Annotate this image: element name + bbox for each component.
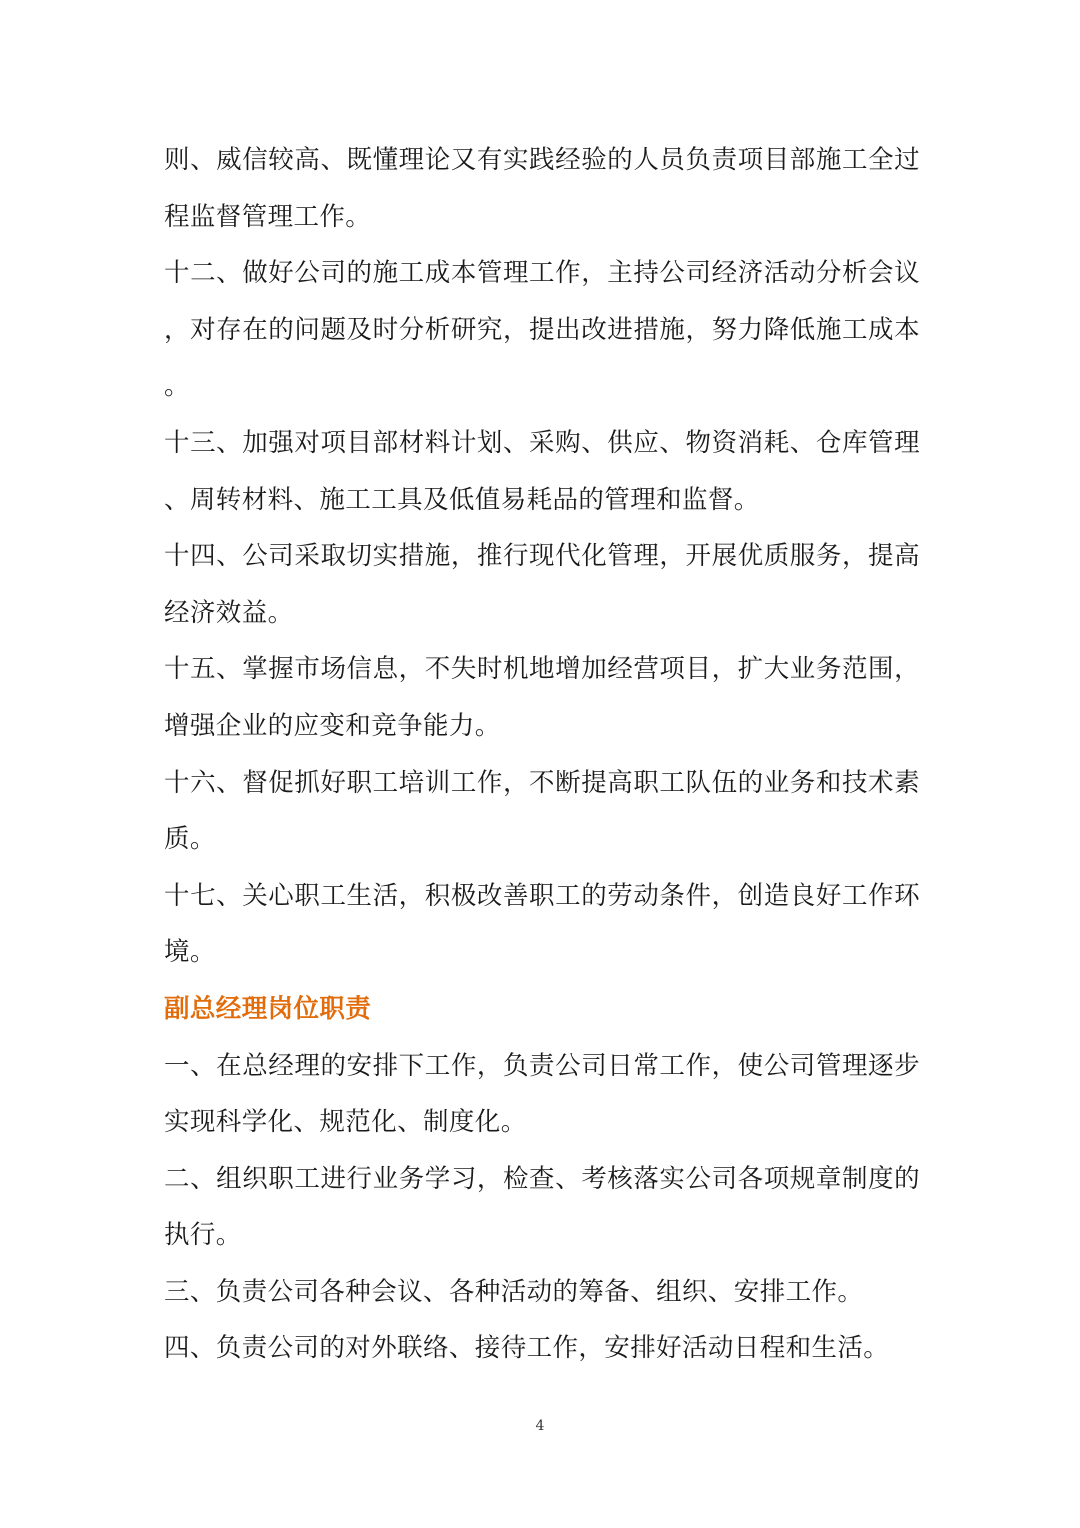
paragraph-item-16: 十六、督促抓好职工培训工作，不断提高职工队伍的业务和技术素质。 — [164, 767, 920, 855]
paragraph-duty-4: 四、负责公司的对外联络、接待工作，安排好活动日程和生活。 — [164, 1333, 890, 1364]
paragraph-item-15: 十五、掌握市场信息，不失时机地增加经营项目，扩大业务范围，增强企业的应变和竞争能力。 — [164, 654, 920, 741]
document-body — [164, 132, 920, 1377]
paragraph-item-12: 十二、做好公司的施工成本管理工作，主持公司经济活动分析会议，对存在的问题及时分析研究，提出改进措施，努力降低施工成本。 — [164, 258, 920, 402]
paragraph-duty-1: 一、在总经理的安排下工作，负责公司日常工作，使公司管理逐步实现科学化、规范化、制度化。 — [164, 1050, 920, 1138]
section-heading: 副总经理岗位职责 — [164, 993, 372, 1024]
page-number: 4 — [535, 1418, 545, 1434]
paragraph-duty-3: 三、负责公司各种会议、各种活动的筹备、组织、安排工作。 — [164, 1276, 864, 1307]
paragraph-item-14: 十四、公司采取切实措施，推行现代化管理，开展优质服务，提高经济效益。 — [164, 541, 920, 628]
paragraph-item-17: 十七、关心职工生活，积极改善职工的劳动条件，创造良好工作环境。 — [164, 880, 920, 968]
paragraph-duty-2: 二、组织职工进行业务学习，检查、考核落实公司各项规章制度的执行。 — [164, 1163, 920, 1251]
paragraph-continuation: 则、威信较高、既懂理论又有实践经验的人员负责项目部施工全过程监督管理工作。 — [164, 145, 920, 232]
paragraph-item-13: 十三、加强对项目部材料计划、采购、供应、物资消耗、仓库管理、周转材料、施工工具及低值易耗品的管理和监督。 — [164, 427, 920, 515]
